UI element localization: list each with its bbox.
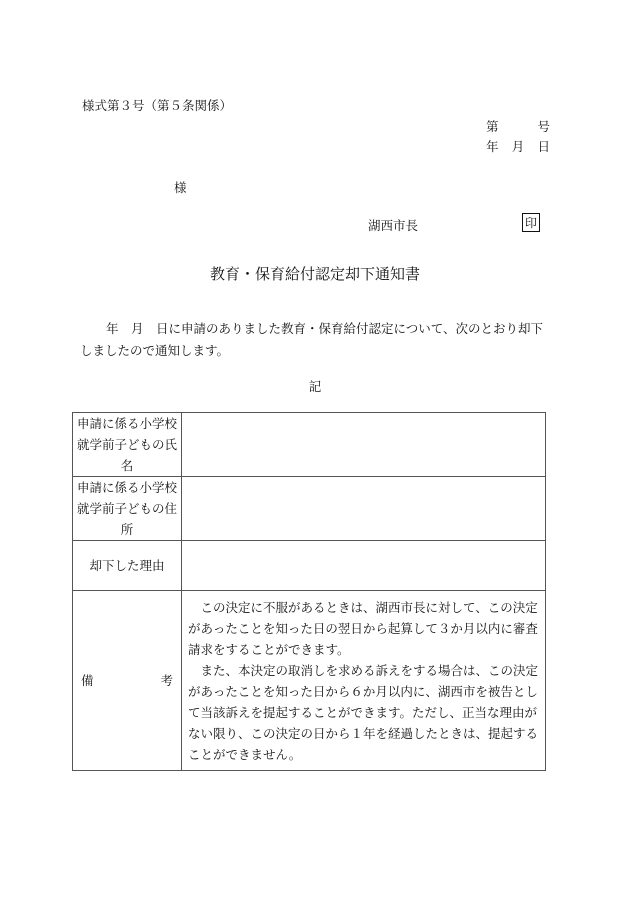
table-row bbox=[73, 591, 546, 771]
child-name-label: 申請に係る小学校就学前子どもの氏名 bbox=[73, 413, 182, 477]
child-name-value bbox=[182, 413, 546, 477]
document-number-prefix: 第 bbox=[486, 119, 499, 134]
addressee-honorific: 様 bbox=[174, 180, 187, 195]
issue-date-line bbox=[486, 137, 550, 155]
table-row bbox=[73, 413, 546, 477]
seal-stamp: 印 bbox=[522, 213, 540, 232]
table-row bbox=[73, 477, 546, 541]
details-table bbox=[72, 412, 546, 771]
ki-heading: 記 bbox=[308, 379, 322, 394]
document-number-suffix: 号 bbox=[537, 119, 550, 134]
remarks-paragraph-1: この決定に不服があるときは、湖西市長に対して、この決定があったことを知った日の翌日から起算して３か月以内に審査請求をすることができます。 bbox=[188, 599, 538, 657]
child-address-value bbox=[182, 477, 546, 541]
rejection-reason-label: 却下した理由 bbox=[73, 541, 182, 591]
table-row bbox=[73, 541, 546, 591]
date-year: 年 bbox=[486, 139, 499, 154]
remarks-label-left: 備 bbox=[81, 673, 94, 688]
date-month: 月 bbox=[511, 139, 525, 154]
form-number: 様式第３号（第５条関係） bbox=[82, 98, 233, 113]
document-title: 教育・保育給付認定却下通知書 bbox=[209, 265, 420, 283]
child-address-label: 申請に係る小学校就学前子どもの住所 bbox=[73, 477, 182, 541]
issuer-name: 湖西市長 bbox=[368, 218, 419, 233]
remarks-paragraph-2: また、本決定の取消しを求める訴えをする場合は、この決定があったことを知った日から６か月以内に、湖西市を被告として当該訴えを提起することができます。ただし、正当な理由がない限り、この決定の日から１年を経過したときは、提起することができません。 bbox=[188, 662, 539, 762]
document-number-line bbox=[486, 117, 550, 135]
rejection-reason-value bbox=[182, 541, 546, 591]
remarks-label-right: 考 bbox=[160, 673, 173, 688]
remarks-label-text bbox=[73, 670, 181, 691]
date-day: 日 bbox=[537, 139, 550, 154]
remarks-label bbox=[73, 591, 182, 771]
remarks-content bbox=[182, 591, 546, 771]
notice-body-text: 年 月 日に申請のありました教育・保育給付認定について、次のとおり却下しましたので通知します。 bbox=[80, 321, 544, 358]
